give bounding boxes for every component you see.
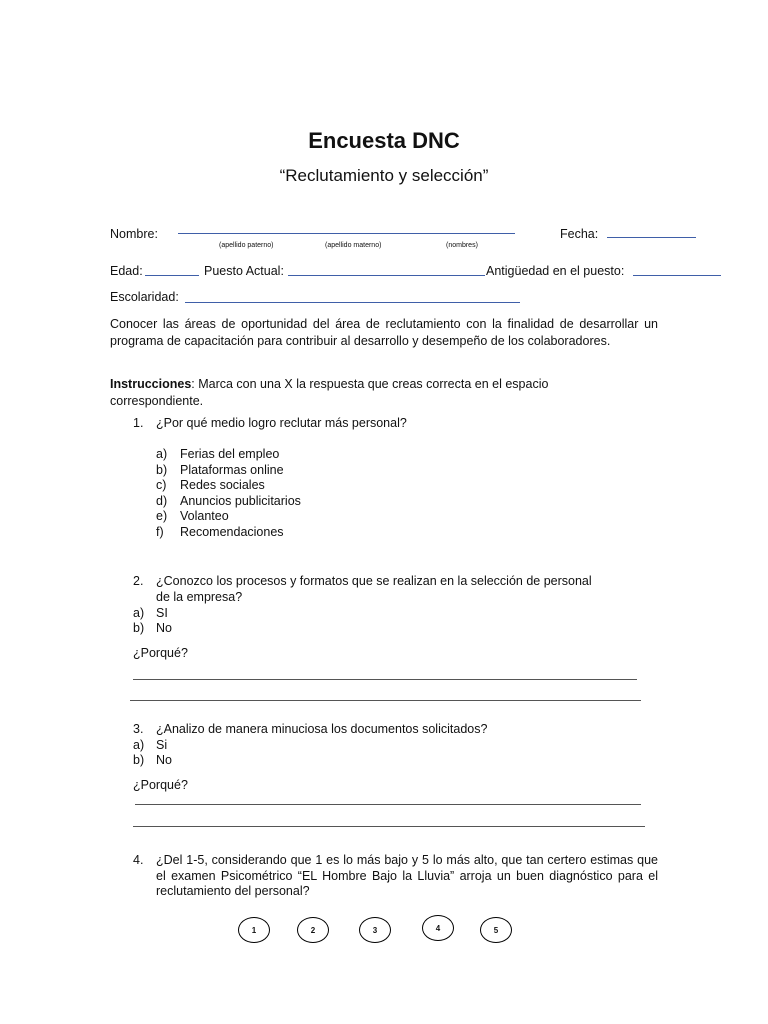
puesto-label: Puesto Actual: (204, 264, 284, 278)
q2-option-letter: a) (133, 605, 145, 620)
rating-option[interactable]: 2 (297, 917, 329, 943)
instructions-label: Instrucciones (110, 377, 192, 391)
q3-option-letter: b) (133, 753, 145, 767)
q1-option-label[interactable]: Anuncios publicitarios (180, 493, 301, 508)
q1-option-letter: e) (156, 509, 168, 523)
apellido-materno-hint: (apellido materno) (325, 242, 382, 249)
page-subtitle: “Reclutamiento y selección” (279, 166, 489, 185)
q2-option-label[interactable]: SI (156, 605, 168, 620)
q2-answer-line[interactable] (133, 679, 637, 680)
q2-number: 2. (133, 574, 144, 588)
q1-number: 1. (133, 416, 144, 430)
rating-option[interactable]: 5 (480, 917, 512, 943)
q2-option-letter: b) (133, 621, 145, 635)
fecha-field[interactable] (607, 237, 696, 238)
intro-paragraph: Conocer las áreas de oportunidad del área de reclutamiento con la finalidad de desarrollar un programa de capacitación para contribuir al desarrollo y desempeño de los colaboradores. (110, 317, 658, 348)
q3-option-letter: a) (133, 737, 145, 752)
q1-option-label[interactable]: Recomendaciones (180, 524, 284, 539)
instructions-text: : Marca con una X la respuesta que creas correcta en el espacio correspondiente. (110, 377, 549, 408)
nombres-hint: (nombres) (446, 242, 478, 249)
q1-option-letter: b) (156, 462, 168, 477)
q4-number: 4. (133, 853, 144, 867)
q2-text-line2: de la empresa? (156, 590, 243, 604)
q1-option-label[interactable]: Ferias del empleo (180, 447, 280, 461)
q2-answer-line[interactable] (130, 700, 641, 701)
apellido-paterno-hint: (apellido paterno) (219, 242, 274, 249)
q3-option-label[interactable]: Si (156, 737, 168, 752)
rating-option[interactable]: 3 (359, 917, 391, 943)
q1-option-label[interactable]: Redes sociales (180, 478, 265, 492)
q3-option-label[interactable]: No (156, 753, 172, 767)
q1-option-letter: c) (156, 478, 167, 492)
q4-text: ¿Del 1-5, considerando que 1 es lo más bajo y 5 lo más alto, que tan certero estimas que el examen Psicométrico “EL Hombre Bajo la Lluvia” arroja un buen diagnóstico para el reclutamiento del personal? (156, 853, 658, 898)
q2-why-label: ¿Porqué? (133, 646, 188, 660)
q1-option-letter: a) (156, 447, 168, 461)
q1-option-letter: d) (156, 493, 168, 508)
q1-option-letter: f) (156, 524, 164, 539)
edad-label: Edad: (110, 264, 143, 278)
rating-option[interactable]: 4 (422, 915, 454, 941)
q1-text: ¿Por qué medio logro reclutar más personal? (156, 416, 407, 430)
q2-text-line1: ¿Conozco los procesos y formatos que se realizan en la selección de personal (156, 574, 592, 588)
q2-option-label[interactable]: No (156, 621, 172, 635)
escolaridad-field[interactable] (185, 302, 520, 303)
edad-field[interactable] (145, 275, 199, 276)
escolaridad-label: Escolaridad: (110, 290, 179, 304)
puesto-field[interactable] (288, 275, 485, 276)
antiguedad-label: Antigüedad en el puesto: (486, 264, 625, 278)
rating-option[interactable]: 1 (238, 917, 270, 943)
q3-answer-line[interactable] (133, 826, 645, 827)
antiguedad-field[interactable] (633, 275, 721, 276)
q3-answer-line[interactable] (135, 804, 641, 805)
q3-why-label: ¿Porqué? (133, 778, 188, 792)
page-title: Encuesta DNC (308, 128, 460, 153)
fecha-label: Fecha: (560, 227, 599, 241)
nombre-label: Nombre: (110, 227, 158, 241)
nombre-field[interactable] (178, 233, 515, 234)
q3-text: ¿Analizo de manera minuciosa los documentos solicitados? (156, 722, 488, 736)
q1-option-label[interactable]: Volanteo (180, 509, 229, 523)
q1-option-label[interactable]: Plataformas online (180, 462, 284, 477)
instructions (110, 376, 610, 409)
q3-number: 3. (133, 722, 144, 736)
